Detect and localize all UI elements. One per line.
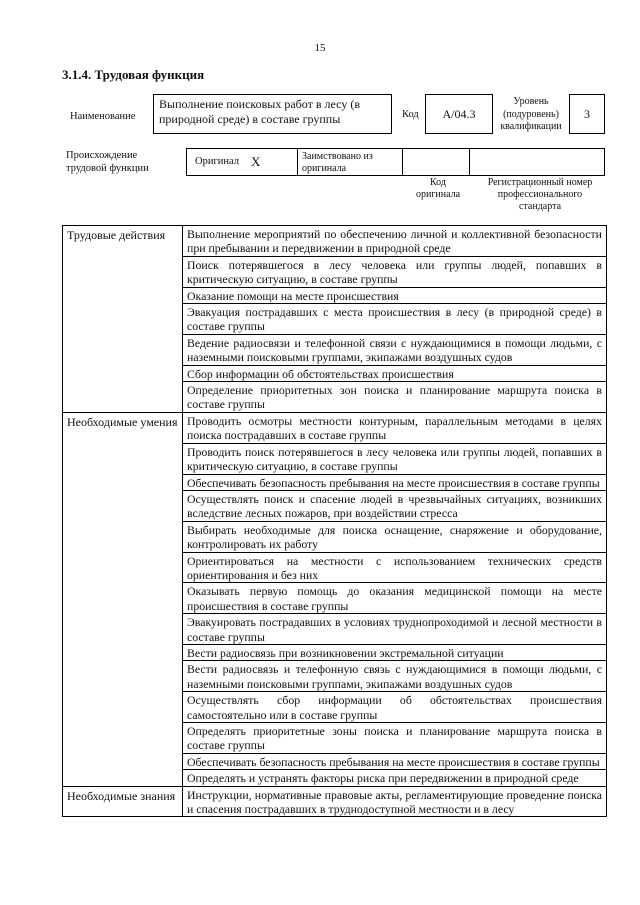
original-box [186, 148, 298, 176]
table-cell: Выполнение мероприятий по обеспечению личной и коллективной безопасности при пребывании и передвижении в природной среде [183, 226, 607, 257]
code-value-box [425, 94, 493, 134]
reg-number-box [469, 148, 605, 176]
group-heading: Трудовые действия [63, 226, 183, 413]
table-cell: Ориентироваться на местности с использованием технических средств ориентирования и без них [183, 552, 607, 583]
code-original-box [402, 148, 470, 176]
code-value: A/04.3 [442, 106, 476, 121]
page-number: 15 [314, 42, 326, 54]
original-label: Оригинал [195, 156, 239, 167]
table-row [63, 412, 607, 443]
section-title: 3.1.4. Трудовая функция [62, 67, 205, 82]
table-cell: Определять и устранять факторы риска при передвижении в природной среде [183, 770, 607, 786]
level-label: Уровень (подуровень) квалификации [500, 96, 562, 132]
code-original-label: Код оригинала [415, 177, 461, 200]
table-cell: Вести радиосвязь и телефонную связь с нуждающимися в помощи людьми, с наземными поисковыми группами, экипажами воздушных судов [183, 661, 607, 692]
table-cell: Проводить поиск потерявшегося в лесу человека или группы людей, попавших в критическую ситуацию, в составе группы [183, 443, 607, 474]
origin-label: Происхождение трудовой функции [66, 150, 149, 174]
table-cell: Эвакуировать пострадавших в условиях труднопроходимой и лесной местности в составе группы [183, 614, 607, 645]
table-cell: Проводить осмотры местности контурным, параллельным методами в целях поиска пострадавших в составе группы [183, 412, 607, 443]
name-label: Наименование [70, 111, 136, 122]
table-cell: Выбирать необходимые для поиска оснащение, снаряжение и оборудование, контролировать их работу [183, 521, 607, 552]
reg-number-label: Регистрационный номер профессионального стандарта [487, 177, 593, 212]
group-heading: Необходимые знания [63, 786, 183, 817]
group-heading: Необходимые умения [63, 412, 183, 786]
level-value-box [569, 94, 605, 134]
table-row [63, 226, 607, 257]
table-body [63, 226, 607, 817]
table-cell: Осуществлять сбор информации об обстоятельствах происшествия самостоятельно или в составе группы [183, 692, 607, 723]
original-mark: X [251, 154, 261, 169]
table-row [63, 786, 607, 817]
table-cell: Сбор информации об обстоятельствах происшествия [183, 365, 607, 381]
table-cell: Обеспечивать безопасность пребывания на месте происшествия в составе группы [183, 474, 607, 490]
name-value: Выполнение поисковых работ в лесу (в природной среде) в составе группы [159, 97, 360, 126]
borrowed-label: Заимствовано из оригинала [302, 151, 373, 174]
borrowed-box [297, 148, 403, 176]
table-cell: Определение приоритетных зон поиска и планирование маршрута поиска в составе группы [183, 382, 607, 413]
table-cell: Определять приоритетные зоны поиска и планирование маршрута поиска в составе группы [183, 723, 607, 754]
name-value-box [153, 94, 392, 134]
table-cell: Поиск потерявшегося в лесу человека или группы людей, попавших в критическую ситуацию, в составе группы [183, 256, 607, 287]
code-label: Код [402, 109, 419, 120]
table-cell: Инструкции, нормативные правовые акты, регламентирующие проведение поиска и спасения пострадавших в труднодоступной местности и в лесу [183, 786, 607, 817]
table-cell: Ведение радиосвязи и телефонной связи с нуждающимися в помощи людьми, с наземными поисковыми группами, экипажами воздушных судов [183, 334, 607, 365]
table-cell: Оказание помощи на месте происшествия [183, 287, 607, 303]
table-cell: Оказывать первую помощь до оказания медицинской помощи на месте происшествия в составе группы [183, 583, 607, 614]
table-cell: Осуществлять поиск и спасение людей в чрезвычайных ситуациях, возникших вследствие лесных пожаров, при воздействии стресса [183, 490, 607, 521]
labor-function-table [62, 225, 607, 817]
table-cell: Вести радиосвязь при возникновении экстремальной ситуации [183, 644, 607, 660]
table-cell: Обеспечивать безопасность пребывания на месте происшествия в составе группы [183, 753, 607, 769]
table-cell: Эвакуация пострадавших с места происшествия в лесу (в природной среде) в составе группы [183, 304, 607, 335]
level-value: 3 [584, 106, 590, 121]
